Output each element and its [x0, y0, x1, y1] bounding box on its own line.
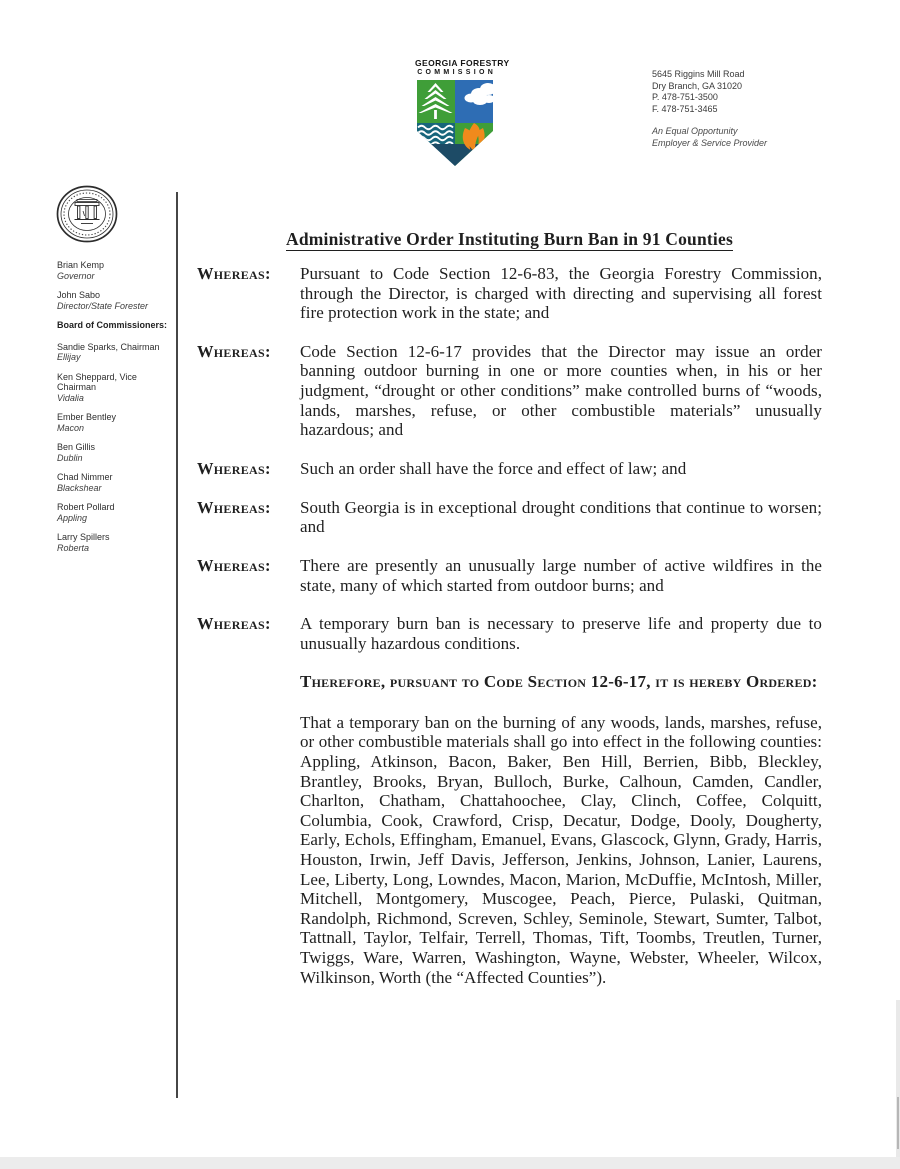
- commissioner: Chad Nimmer Blackshear: [57, 472, 113, 493]
- clause-label: Whereas:: [197, 264, 271, 283]
- georgia-state-seal-icon: [55, 185, 119, 250]
- clause-label: Whereas:: [197, 555, 271, 575]
- order-body: That a temporary ban on the burning of any woods, lands, marshes, refuse, or other combustible materials shall go into effect in the following counties: Appling, Atkinson, Bacon, Baker, Ben Hill, Berrien, Bibb, Bleckley, Brantley, Brooks, Bryan, Bulloch, Burke, Calhoun, Camden, Candler, Charlton, Chatham, Chattahoochee, Clay, Clinch, Coffee, Colquitt, Columbia, Cook, Crawford, Crisp, Decatur, Dodge, Dooly, Dougherty, Early, Echols, Effingham, Emanuel, Evans, Glascock, Glynn, Grady, Harris, Houston, Irwin, Jeff Davis, Jefferson, Jenkins, Johnson, Lanier, Laurens, Lee, Liberty, Long, Lowndes, Macon, Marion, McDuffie, McIntosh, Miller, Mitchell, Montgomery, Muscogee, Peach, Pierce, Pulaski, Quitman, Randolph, Richmond, Screven, Schley, Seminole, Stewart, Sumter, Talbot, Tattnall, Taylor, Telfair, Terrell, Thomas, Tift, Toombs, Treutlen, Turner, Twiggs, Ware, Warren, Washington, Wayne, Webster, Wheeler, Wilcox, Wilkinson, Worth (the “Affected Counties”).: [300, 712, 822, 987]
- whereas-clause: [197, 556, 822, 595]
- address-city: Dry Branch, GA 31020: [652, 80, 743, 91]
- clause-text: Pursuant to Code Section 12-6-83, the Georgia Forestry Commission, through the Director, is charged with directing and supervising all forest fire protection work in the state; and: [300, 264, 822, 323]
- clause-label: Whereas:: [197, 614, 271, 634]
- official-governor: Brian Kemp Governor: [57, 260, 105, 281]
- clause-label: Whereas:: [197, 497, 271, 517]
- sidebar-divider: [176, 192, 178, 1098]
- address-phone: P. 478-751-3500: [652, 92, 718, 102]
- document-body: [197, 229, 822, 987]
- clause-text: Code Section 12-6-17 provides that the Director may issue an order banning outdoor burning in one or more counties when, in his or her judgment, “drought or other conditions” make controlled burns of “woods, lands, marshes, refuse, or other combustible materials” unusually hazardous; and: [300, 341, 822, 440]
- clause-text: There are presently an unusually large number of active wildfires in the state, many of which started from outdoor burns; and: [300, 555, 822, 595]
- gfc-shield-icon: [415, 79, 495, 172]
- whereas-clause: [197, 342, 822, 440]
- official-director: John Sabo Director/State Forester: [57, 290, 149, 311]
- commissioner: Ember Bentley Macon: [57, 412, 117, 433]
- clause-text: Such an order shall have the force and effect of law; and: [300, 458, 687, 478]
- whereas-clause: [197, 459, 822, 479]
- commissioner: Robert Pollard Appling: [57, 502, 115, 523]
- scan-bottom-band: [0, 1157, 900, 1169]
- logo-org-name: GEORGIA FORESTRY: [415, 58, 510, 68]
- logo-org-subname: COMMISSION: [417, 69, 497, 76]
- commissioner: Larry Spillers Roberta: [57, 532, 110, 553]
- whereas-clause: [197, 264, 822, 323]
- whereas-clause: [197, 614, 822, 653]
- scan-edge-line: [897, 1097, 899, 1149]
- commissioner: Ben Gillis Dublin: [57, 442, 96, 463]
- order-heading: Therefore, pursuant to Code Section 12-6-17, it is hereby Ordered:: [300, 672, 818, 692]
- address-block: [652, 69, 767, 149]
- board-heading: Board of Commissioners:: [57, 320, 168, 330]
- document-title: Administrative Order Instituting Burn Ban in 91 Counties: [286, 229, 733, 249]
- officials-sidebar: [57, 260, 175, 562]
- clause-label: Whereas:: [197, 458, 271, 478]
- whereas-clause: [197, 498, 822, 537]
- address-street: 5645 Riggins Mill Road: [652, 69, 745, 79]
- gfc-logo: [415, 58, 510, 172]
- clause-label: Whereas:: [197, 341, 271, 361]
- equal-opportunity-tagline: An Equal Opportunity Employer & Service Provider: [652, 126, 768, 148]
- clause-text: A temporary burn ban is necessary to preserve life and property due to unusually hazardous conditions.: [300, 614, 822, 653]
- commissioner: Ken Sheppard, Vice Chairman Vidalia: [57, 371, 137, 403]
- commissioner: Sandie Sparks, Chairman Ellijay: [57, 341, 160, 362]
- clause-text: South Georgia is in exceptional drought conditions that continue to worsen; and: [300, 497, 822, 537]
- address-fax: F. 478-751-3465: [652, 103, 718, 114]
